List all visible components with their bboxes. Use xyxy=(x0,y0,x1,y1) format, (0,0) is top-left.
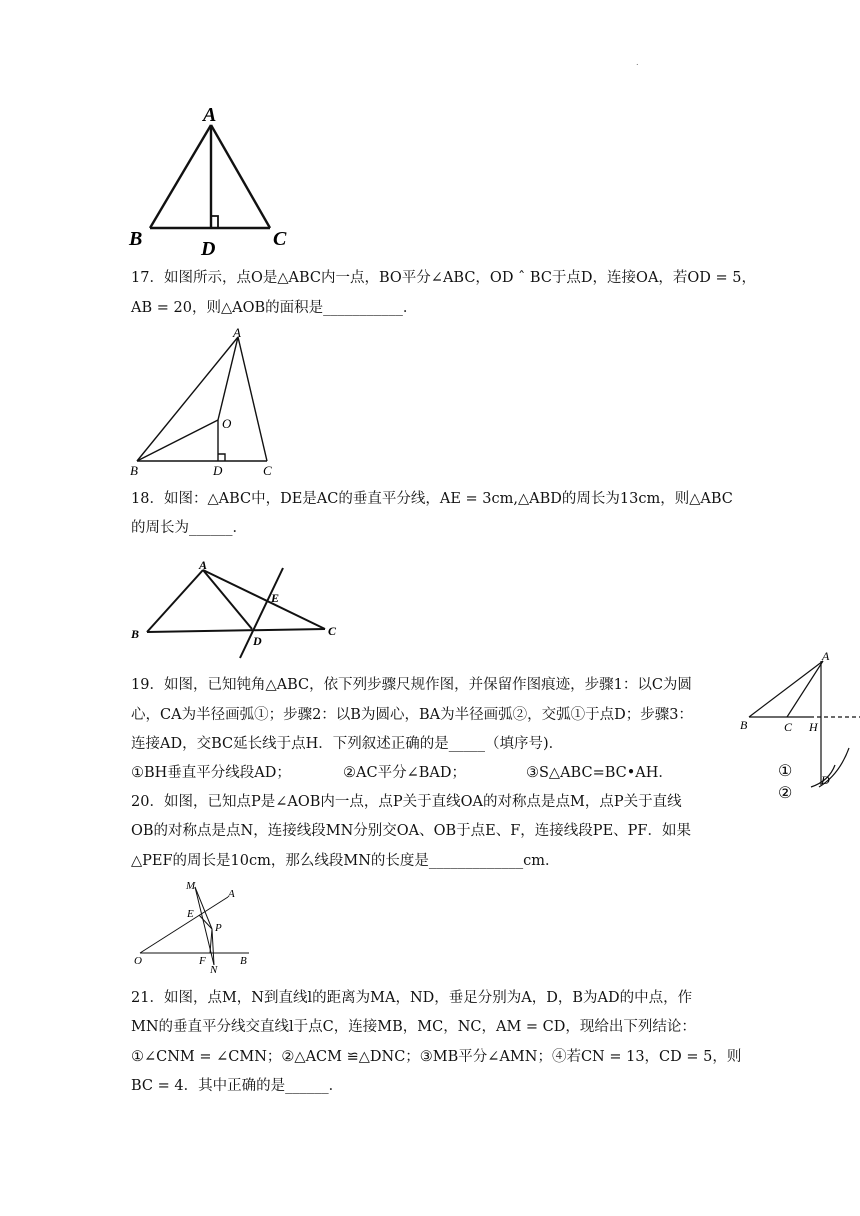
label-M: M xyxy=(186,880,196,892)
q21-line2: MN的垂直平分线交直线l于点C，连接MB，MC，NC，AM = CD，现给出下列结论： xyxy=(131,1019,696,1035)
label-A: A xyxy=(228,888,235,900)
label-C: C xyxy=(784,720,793,734)
label-D: D xyxy=(201,238,216,260)
label-B: B xyxy=(129,228,143,250)
figure-q17 xyxy=(125,325,285,480)
label-D: D xyxy=(821,773,830,787)
q20-line1: 20．如图，已知点P是∠AOB内一点，点P关于直线OA的对称点是点M，点P关于直线 xyxy=(131,794,682,810)
label-B: B xyxy=(740,718,748,732)
label-O: O xyxy=(222,416,232,431)
q18-line1: 18．如图：△ABC中，DE是AC的垂直平分线，AE = 3cm,△ABD的周长为13cm，则△ABC xyxy=(131,491,733,507)
arc-2-label: ② xyxy=(778,785,793,802)
label-O: O xyxy=(134,955,142,967)
label-A: A xyxy=(199,558,208,572)
figure-triangle-altitude xyxy=(125,100,295,260)
q17-line1: 17．如图所示，点O是△ABC内一点，BO平分∠ABC，OD ˆ BC于点D，连接OA，若OD = 5， xyxy=(131,270,757,286)
label-A: A xyxy=(233,325,241,340)
q20-line2: OB的对称点是点N，连接线段MN分别交OA、OB于点E、F，连接线段PE、PF．如果 xyxy=(131,823,691,839)
label-E: E xyxy=(271,591,280,605)
q21-line3: ①∠CNM = ∠CMN；②△ACM ≌△DNC；③MB平分∠AMN；④若CN = 13，CD = 5，则 xyxy=(131,1049,742,1065)
q19-line2: 心，CA为半径画弧①；步骤2：以B为圆心，BA为半径画弧②，交弧①于点D；步骤3： xyxy=(131,707,693,723)
q19-line3: 连接AD，交BC延长线于点H．下列叙述正确的是_____（填序号)． xyxy=(131,736,564,752)
q19-option-2: ②AC平分∠BAD； xyxy=(343,765,466,781)
label-F: F xyxy=(199,955,206,967)
label-C: C xyxy=(263,463,272,478)
label-H: H xyxy=(809,720,818,734)
label-B: B xyxy=(240,955,247,967)
figure-q20 xyxy=(128,875,258,975)
label-D: D xyxy=(253,634,262,648)
q21-line1: 21．如图，点M，N到直线l的距离为MA，ND，垂足分别为A，D，B为AD的中点，作 xyxy=(131,990,693,1006)
label-C: C xyxy=(273,228,287,250)
q19-option-1: ①BH垂直平分线段AD； xyxy=(131,765,291,781)
label-A: A xyxy=(203,104,217,126)
label-E: E xyxy=(187,908,194,920)
label-A: A xyxy=(822,649,830,663)
header-mark: . xyxy=(636,58,639,67)
label-P: P xyxy=(215,922,222,934)
figure-q19 xyxy=(735,645,860,805)
q18-line2: 的周长为______． xyxy=(131,520,247,536)
label-B: B xyxy=(130,463,138,478)
q20-line3: △PEF的周长是10cm，那么线段MN的长度是_____________cm． xyxy=(131,853,560,869)
arc-1-label: ① xyxy=(778,763,793,780)
label-N: N xyxy=(210,964,218,975)
q21-line4: BC = 4．其中正确的是______． xyxy=(131,1078,344,1094)
label-B: B xyxy=(131,627,140,641)
q19-line1: 19．如图，已知钝角△ABC，依下列步骤尺规作图，并保留作图痕迹，步骤1：以C为圆 xyxy=(131,677,692,693)
q17-line2: AB = 20，则△AOB的面积是___________． xyxy=(131,300,418,316)
q19-option-3: ③S△ABC=BC•AH． xyxy=(526,765,673,781)
label-C: C xyxy=(328,624,337,638)
figure-q18 xyxy=(125,555,355,665)
label-D: D xyxy=(213,463,223,478)
